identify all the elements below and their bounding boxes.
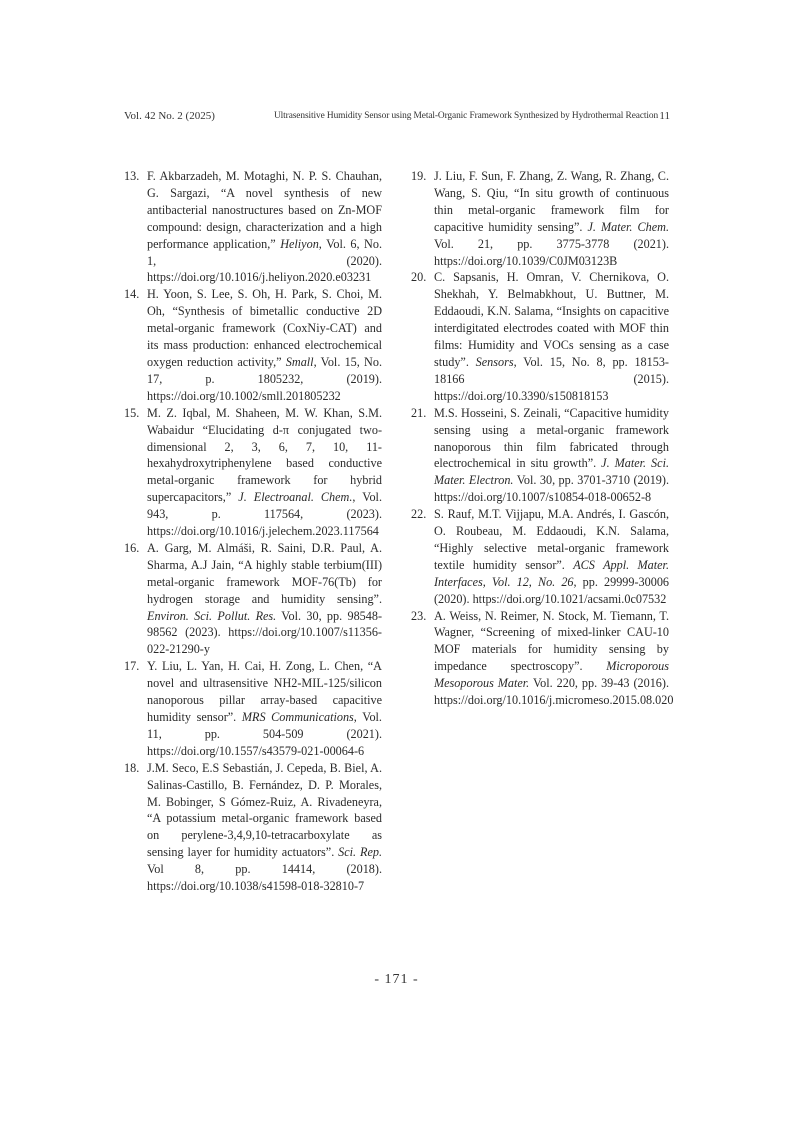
reference-item: 16. A. Garg, M. Almáši, R. Saini, D.R. Paul, A. Sharma, A.J Jain, “A highly stable terbium(III) metal-organic framework MOF-76(Tb) for hydrogen storage and humidity sensing”. Environ. Sci. Pollut. Res. Vol. 30, pp. 98548-98562 (2023). https://doi.org/10.1007/s11356-022-21290-y [124,540,382,657]
references-right-column [411,168,674,709]
reference-item: 20. C. Sapsanis, H. Omran, V. Chernikova, O. Shekhah, Y. Belmabkhout, U. Buttner, M. Eddaoudi, K.N. Salama, “Insights on capacitive interdigitated electrodes coated with MOF thin films: Humidity and VOCs sensing as a case study”. Sensors, Vol. 15, No. 8, pp. 18153-18166 (2015). https://doi.org/10.3390/s150818153 [411,270,669,403]
reference-item: 13. F. Akbarzadeh, M. Motaghi, N. P. S. Chauhan, G. Sargazi, “A novel synthesis of new antibacterial nanostructures based on Zn-MOF compound: design, characterization and a high performance application,” Heliyon, Vol. 6, No. 1, (2020). https://doi.org/10.1016/j.heliyon.2020.e03231 [124,169,382,285]
reference-item: 23. A. Weiss, N. Reimer, N. Stock, M. Tiemann, T. Wagner, “Screening of mixed-linker CAU-10 MOF materials for humidity sensing by impedance spectroscopy”. Microporous Mesoporous Mater. Vol. 220, pp. 39-43 (2016). https://doi.org/10.1016/j.micromeso.2015.08.020 [411,608,674,708]
page-footer-number: - 171 - [374,972,419,987]
running-title: Ultrasensitive Humidity Sensor using Metal-Organic Framework Synthesized by Hydrothermal Reaction [274,111,659,121]
running-header [124,110,670,126]
reference-item: 21. M.S. Hosseini, S. Zeinali, “Capacitive humidity sensing using a metal-organic framework nanoporous thin film fabricated through electrochemical in situ growth”. J. Mater. Sci. Mater. Electron. Vol. 30, pp. 3701-3710 (2019). https://doi.org/10.1007/s10854-018-00652-8 [411,405,669,505]
references-left-column [124,168,382,895]
reference-item: 22. S. Rauf, M.T. Vijjapu, M.A. Andrés, I. Gascón, O. Roubeau, M. Eddaoudi, K.N. Salama, “Highly selective metal-organic framework textile humidity sensor”. ACS Appl. Mater. Interfaces, Vol. 12, No. 26, pp. 29999-30006 (2020). https://doi.org/10.1021/acsami.0c07532 [411,507,670,606]
reference-item: 14. H. Yoon, S. Lee, S. Oh, H. Park, S. Choi, M. Oh, “Synthesis of bimetallic conductive 2D metal-organic framework (CoxNiy-CAT) and its mass production: enhanced electrochemical oxygen reduction activity,” Small, Vol. 15, No. 17, p. 1805232, (2019). https://doi.org/10.1002/smll.201805232 [124,287,382,403]
reference-item: 19. J. Liu, F. Sun, F. Zhang, Z. Wang, R. Zhang, C. Wang, S. Qiu, “In situ growth of continuous thin metal-organic framework film for capacitive humidity sensing”. J. Mater. Chem. Vol. 21, pp. 3775-3778 (2021). https://doi.org/10.1039/C0JM03123B [411,169,669,268]
header-page-number: 11 [659,110,670,122]
reference-item: 17. Y. Liu, L. Yan, H. Cai, H. Zong, L. Chen, “A novel and ultrasensitive NH2-MIL-125/silicon nanoporous pillar array-based capacitive humidity sensor”. MRS Communications, Vol. 11, pp. 504-509 (2021). https://doi.org/10.1557/s43579-021-00064-6 [124,659,382,758]
reference-item: 15. M. Z. Iqbal, M. Shaheen, M. W. Khan, S.M. Wabaidur “Elucidating d-π conjugated two-dimensional 2, 3, 6, 7, 10, 11-hexahydroxytriphenylene based conductive metal-organic framework for hybrid supercapacitors,” J. Electroanal. Chem., Vol. 943, p. 117564, (2023). https://doi.org/10.1016/j.jelechem.2023.117564 [124,405,382,539]
volume-label: Vol. 42 No. 2 (2025) [124,110,215,122]
reference-item: 18. J.M. Seco, E.S Sebastián, J. Cepeda, B. Biel, A. Salinas-Castillo, B. Fernández, D. P. Morales, M. Bobinger, S Gómez-Ruiz, A. Rivadeneyra, “A potassium metal-organic framework based on perylene-3,4,9,10-tetracarboxylate as sensing layer for humidity actuators”. Sci. Rep. Vol 8, pp. 14414, (2018). https://doi.org/10.1038/s41598-018-32810-7 [124,760,382,894]
